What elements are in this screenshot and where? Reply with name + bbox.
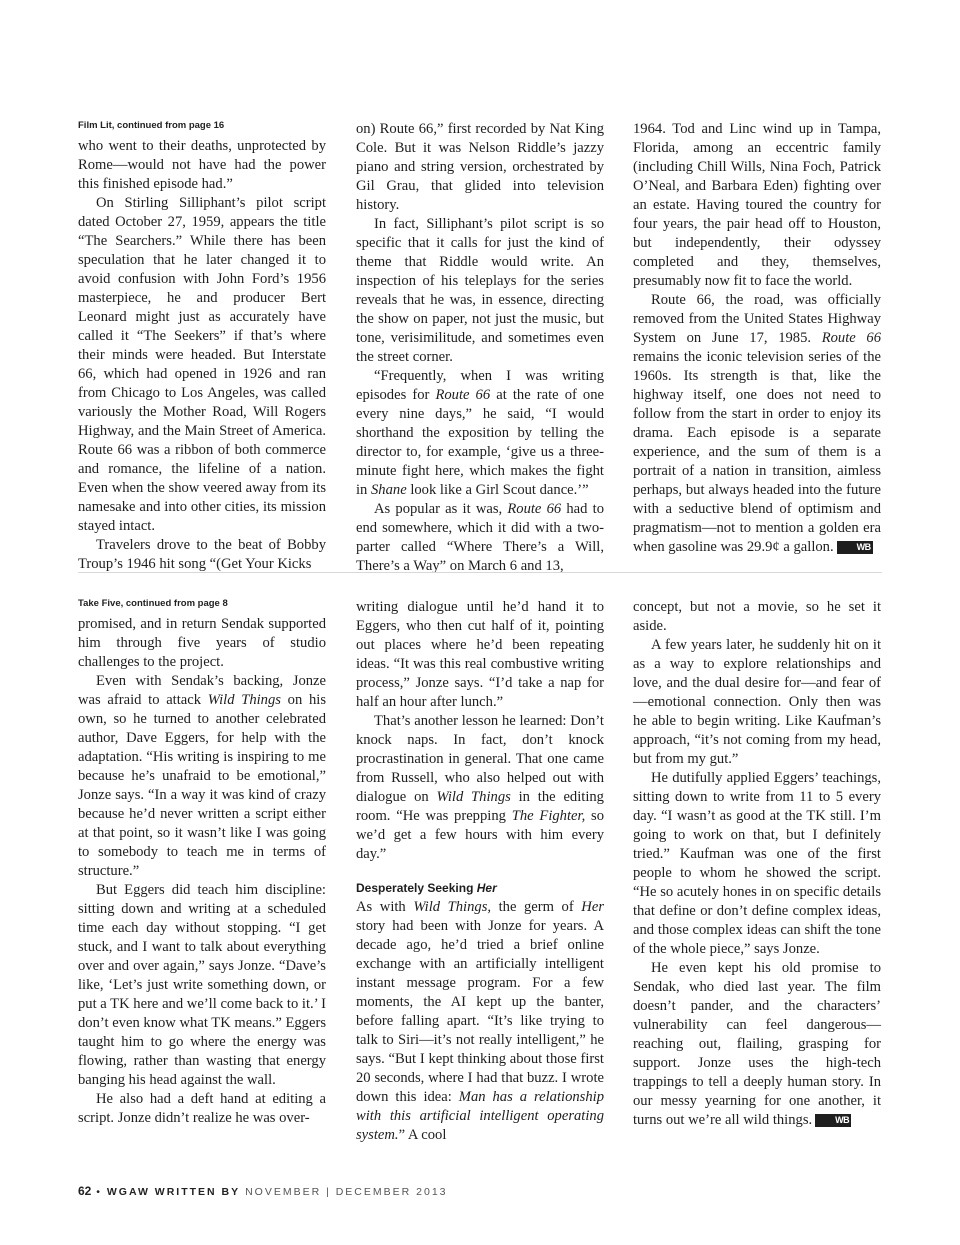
- text-run: look like a Girl Scout dance.’”: [406, 482, 589, 498]
- italic-quote: Man has a relationship with this artificial intelligent operating system.: [356, 1089, 604, 1143]
- column-1: [78, 137, 326, 574]
- column-1: [78, 615, 326, 1128]
- paragraph: promised, and in return Sendak supported him through five years of studio challenges to the project.: [78, 616, 326, 670]
- publication-name: WGAW WRITTEN BY: [106, 1186, 241, 1198]
- paragraph: [78, 672, 326, 881]
- italic-title: Wild Things,: [413, 899, 492, 915]
- text-run: so we’d get a few hours with him every day.”: [356, 808, 604, 862]
- italic-title: Route 66: [435, 387, 491, 403]
- subheading-title: Her: [476, 881, 497, 895]
- paragraph: [356, 898, 604, 1145]
- paragraph: [356, 500, 604, 576]
- text-run: That’s another lesson he learned: Don’t knock naps. In fact, don’t knock procrastination in general. That one came from Russell, who also helped out with dialogue on: [356, 713, 604, 805]
- paragraph: He dutifully applied Eggers’ teachings, sitting down to write from 11 to 5 every day. “I wasn’t as good at the TK still. I’m going to work on that, but I definitely tried.” Kaufman was one of the first people to whom he showed the script. “He so acutely hones in on specific details that define or don’t define complex ideas, and those complex ideas can shift the tone of the whole piece,” says Jonze.: [633, 770, 881, 957]
- page-number: 62: [78, 1184, 92, 1198]
- text-run: had to end somewhere, which it did with a two-parter called “Where There’s a Will, There’s a Way” on March 6 and 13,: [356, 501, 604, 574]
- paragraph: writing dialogue until he’d hand it to Eggers, who then cut half of it, pointing out places where he’d been repeating ideas. “It was this real combustive writing process,” Jonze says. “I’d take a nap for half an hour after lunch.”: [356, 599, 604, 710]
- wb-end-mark-icon: WB: [815, 1114, 851, 1127]
- text-run: As with: [356, 899, 414, 915]
- text-run: Route 66, the road, was officially removed from the United States Highway System on June 17, 1985.: [633, 292, 881, 346]
- page-footer: [78, 1184, 448, 1198]
- column-3: [633, 120, 881, 557]
- paragraph: who went to their deaths, unprotected by Rome—would not have had the power this finished episode had.”: [78, 138, 326, 192]
- paragraph: [356, 367, 604, 500]
- footer-bullet: •: [96, 1186, 102, 1198]
- paragraph: on) Route 66,” first recorded by Nat King Cole. But it was Nelson Riddle’s jazzy piano and string version, orchestrated by Gil Grau, that glided into television history.: [356, 121, 604, 213]
- column-2: [356, 120, 604, 576]
- paragraph: In fact, Silliphant’s pilot script is so specific that it calls for just the kind of theme that Riddle would write. An inspection of his teleplays for the series reveals that he was, in essence, directing the show on paper, not just the music, but tone, verisimilitude, and sometimes even the street corner.: [356, 216, 604, 365]
- column-3: [633, 598, 881, 1130]
- paragraph: [633, 291, 881, 557]
- italic-title: Wild Things: [436, 789, 511, 805]
- text-run: remains the iconic television series of the 1960s. Its strength is that, like the highway itself, one does not need to follow from the start in order to enjoy its drama. Each episode is a separate experience, and the sum of them is a portrait of a nation in transition, aimless perhaps, but always headed into the future with a seductive blend of optimism and pragmatism—not to mention a golden era when gasoline was 29.9¢ a gallon.: [633, 349, 881, 555]
- continuation-kicker: Take Five, continued from page 8: [78, 598, 228, 609]
- paragraph: [633, 959, 881, 1130]
- paragraph: But Eggers did teach him discipline: sitting down and writing at a scheduled time each day without stopping. “I get stuck, and I want to talk about everything over and over again,” says Jonze. “Dave’s like, ‘Let’s just write something down, or put a TK here and we’ll come back to it.’ I don’t even know what TK means.” Eggers taught him to go where the energy was flowing, rather than wasting that energy banging his head against the wall.: [78, 882, 326, 1088]
- italic-title: Her: [581, 899, 604, 915]
- section-divider: [78, 572, 882, 573]
- text-run: “Frequently, when I was writing episodes for: [356, 368, 604, 403]
- paragraph: concept, but not a movie, so he set it aside.: [633, 599, 881, 634]
- column-2: [356, 598, 604, 1145]
- text-run: on his own, so he turned to another celebrated author, Dave Eggers, for help with the adaptation. “His writing is inspiring to me because he’s unafraid to be emotional,” Jonze says. “In a way it was kind of crazy because he’d never written a script either at that point, so it wasn’t like I was going to somebody to teach me in terms of structure.”: [78, 692, 327, 879]
- issue-date: NOVEMBER | DECEMBER 2013: [245, 1186, 448, 1198]
- text-run: in the editing room. “He was prepping: [356, 789, 604, 824]
- text-run: He even kept his old promise to Sendak, who died last year. The film doesn’t pander, and the characters’ vulnerability can feel dangerous—reaching out, flailing, grasping for support. Jonze uses the high-tech trappings to tell a deeply human story. In our messy yearning for one another, it turns out we’re all wild things.: [633, 960, 881, 1128]
- paragraph: Travelers drove to the beat of Bobby Troup’s 1946 hit song “(Get Your Kicks: [78, 537, 326, 572]
- text-run: As popular as it was,: [374, 501, 508, 517]
- italic-title: Shane: [371, 482, 407, 498]
- text-run: Even with Sendak’s backing, Jonze was afraid to attack: [78, 673, 326, 708]
- text-run: ” A cool: [398, 1127, 447, 1143]
- italic-title: Route 66: [507, 501, 562, 517]
- italic-title: The Fighter,: [511, 808, 586, 824]
- italic-title: Wild Things: [207, 692, 281, 708]
- paragraph: 1964. Tod and Linc wind up in Tampa, Florida, among an eccentric family (including Chill Wills, Nina Foch, Patrick O’Neal, and Barbara Eden) fighting over an estate. Having toured the country for four years, the pair head off to Houston, but independently, their odyssey completed and they, themselves, presumably now fit to face the world.: [633, 121, 881, 289]
- text-run: at the rate of one every nine days,” he said, “I would shorthand the exposition by telling the director to, for example, ‘give us a three-minute fight here, which makes the fight in: [356, 387, 604, 498]
- paragraph: A few years later, he suddenly hit on it as a way to explore relationships and love, and the dual desire for—and fear of—emotional connection. Only then was he able to begin writing. Like Kaufman’s approach, “it’s not coming from my head, but from my gut.”: [633, 637, 881, 767]
- continuation-kicker: Film Lit, continued from page 16: [78, 120, 225, 131]
- paragraph: [356, 712, 604, 864]
- italic-title: Route 66: [821, 330, 881, 346]
- wb-end-mark-icon: WB: [837, 541, 873, 554]
- text-run: story had been with Jonze for years. A decade ago, he’d tried a brief online exchange with an artificially intelligent instant message program. For a few moments, the AI kept up the banter, before falling apart. “It’s like trying to talk to Siri—it’s not really intelligent,” he says. “But I kept thinking about those first 20 seconds, where I had that buzz. I wrote down this idea:: [356, 918, 604, 1105]
- paragraph: On Stirling Silliphant’s pilot script dated October 27, 1959, appears the title “The Searchers.” While there has been speculation that he later changed it to avoid confusion with John Ford’s 1956 masterpiece, he and producer Bert Leonard might just as accurately have called it “The Seekers” if that’s where their minds were headed. But Interstate 66, which had opened in 1926 and ran from Chicago to Los Angeles, was called variously the Mother Road, Will Rogers Highway, and the Main Street of America. Route 66 was a ribbon of both commerce and romance, the lifeline of a nation. Even when the show veered away from its namesake and into other cities, its mission stayed intact.: [78, 195, 326, 534]
- section-subheading: [356, 880, 604, 896]
- text-run: the germ of: [491, 899, 582, 915]
- paragraph: He also had a deft hand at editing a script. Jonze didn’t realize he was over-: [78, 1091, 326, 1126]
- subheading-text: Desperately Seeking: [356, 881, 477, 895]
